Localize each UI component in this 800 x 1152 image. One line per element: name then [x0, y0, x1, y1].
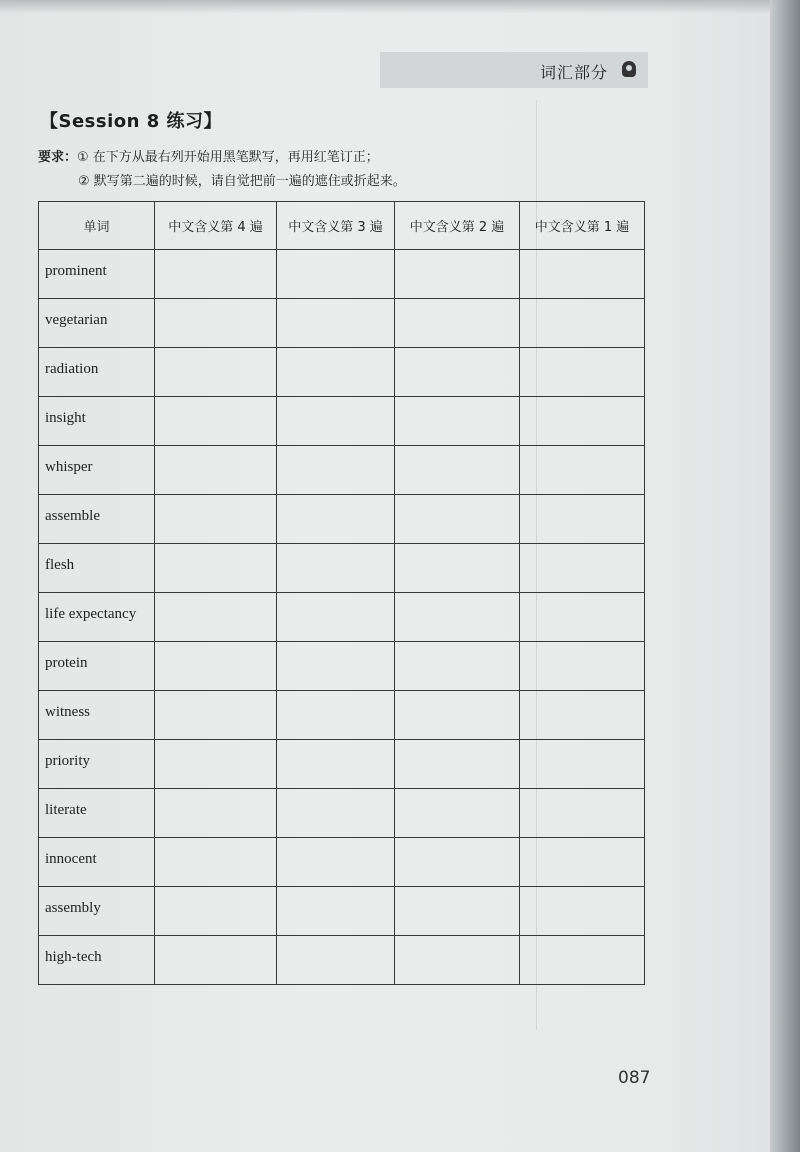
- answer-cell-1[interactable]: [520, 887, 645, 936]
- answer-cell-3[interactable]: [277, 544, 395, 593]
- table-row: [39, 299, 645, 348]
- answer-cell-3[interactable]: [277, 936, 395, 985]
- vocabulary-table: [38, 201, 645, 985]
- answer-cell-2[interactable]: [395, 740, 520, 789]
- answer-cell-4[interactable]: [155, 740, 277, 789]
- answer-cell-4[interactable]: [155, 299, 277, 348]
- answer-cell-4[interactable]: [155, 544, 277, 593]
- vocab-word: whisper: [39, 446, 155, 495]
- answer-cell-2[interactable]: [395, 838, 520, 887]
- table-row: [39, 593, 645, 642]
- page-top-shadow: [0, 0, 778, 14]
- vocab-word: assembly: [39, 887, 155, 936]
- vocab-word: life expectancy: [39, 593, 155, 642]
- header-meaning-2: 中文含义第 2 遍: [395, 202, 520, 250]
- answer-cell-4[interactable]: [155, 348, 277, 397]
- answer-cell-4[interactable]: [155, 691, 277, 740]
- answer-cell-1[interactable]: [520, 397, 645, 446]
- answer-cell-2[interactable]: [395, 789, 520, 838]
- answer-cell-4[interactable]: [155, 250, 277, 299]
- answer-cell-3[interactable]: [277, 887, 395, 936]
- answer-cell-2[interactable]: [395, 446, 520, 495]
- section-label: 词汇部分: [540, 63, 609, 82]
- answer-cell-4[interactable]: [155, 397, 277, 446]
- answer-cell-3[interactable]: [277, 642, 395, 691]
- answer-cell-3[interactable]: [277, 691, 395, 740]
- answer-cell-4[interactable]: [155, 838, 277, 887]
- answer-cell-1[interactable]: [520, 544, 645, 593]
- table-row: [39, 642, 645, 691]
- requirement-line-1: [38, 146, 379, 165]
- header-word: 单词: [39, 202, 155, 250]
- section-tab-icon: [622, 61, 636, 77]
- answer-cell-2[interactable]: [395, 397, 520, 446]
- requirement-label: 要求：: [38, 150, 78, 165]
- table-header-row: [39, 202, 645, 250]
- answer-cell-4[interactable]: [155, 642, 277, 691]
- page-edge: [770, 0, 800, 1152]
- answer-cell-1[interactable]: [520, 691, 645, 740]
- requirement-line-2: ② 默写第二遍的时候，请自觉把前一遍的遮住或折起来。: [78, 174, 406, 189]
- table-row: [39, 936, 645, 985]
- answer-cell-1[interactable]: [520, 740, 645, 789]
- answer-cell-2[interactable]: [395, 544, 520, 593]
- answer-cell-2[interactable]: [395, 495, 520, 544]
- answer-cell-3[interactable]: [277, 593, 395, 642]
- vocab-word: priority: [39, 740, 155, 789]
- table-row: [39, 740, 645, 789]
- answer-cell-1[interactable]: [520, 250, 645, 299]
- table-row: [39, 887, 645, 936]
- answer-cell-1[interactable]: [520, 936, 645, 985]
- answer-cell-3[interactable]: [277, 299, 395, 348]
- vocab-word: witness: [39, 691, 155, 740]
- answer-cell-2[interactable]: [395, 593, 520, 642]
- table-row: [39, 789, 645, 838]
- vocab-word: protein: [39, 642, 155, 691]
- header-meaning-4: 中文含义第 4 遍: [155, 202, 277, 250]
- vocab-word: assemble: [39, 495, 155, 544]
- answer-cell-3[interactable]: [277, 495, 395, 544]
- answer-cell-3[interactable]: [277, 397, 395, 446]
- table-row: [39, 691, 645, 740]
- answer-cell-3[interactable]: [277, 446, 395, 495]
- vocab-word: insight: [39, 397, 155, 446]
- answer-cell-2[interactable]: [395, 299, 520, 348]
- answer-cell-4[interactable]: [155, 887, 277, 936]
- vocab-word: prominent: [39, 250, 155, 299]
- table-row: [39, 838, 645, 887]
- vocab-word: flesh: [39, 544, 155, 593]
- vocab-word: innocent: [39, 838, 155, 887]
- session-title: 【Session 8 练习】: [40, 111, 223, 132]
- answer-cell-3[interactable]: [277, 789, 395, 838]
- header-meaning-1: 中文含义第 1 遍: [520, 202, 645, 250]
- answer-cell-3[interactable]: [277, 348, 395, 397]
- table-row: [39, 446, 645, 495]
- answer-cell-4[interactable]: [155, 789, 277, 838]
- header-meaning-3: 中文含义第 3 遍: [277, 202, 395, 250]
- answer-cell-3[interactable]: [277, 740, 395, 789]
- table-row: [39, 348, 645, 397]
- answer-cell-2[interactable]: [395, 936, 520, 985]
- table-row: [39, 495, 645, 544]
- answer-cell-2[interactable]: [395, 642, 520, 691]
- answer-cell-1[interactable]: [520, 838, 645, 887]
- table-row: [39, 397, 645, 446]
- answer-cell-1[interactable]: [520, 642, 645, 691]
- answer-cell-2[interactable]: [395, 691, 520, 740]
- answer-cell-3[interactable]: [277, 250, 395, 299]
- answer-cell-1[interactable]: [520, 495, 645, 544]
- requirement-text-1: ① 在下方从最右列开始用黑笔默写，再用红笔订正；: [77, 150, 379, 165]
- answer-cell-2[interactable]: [395, 887, 520, 936]
- answer-cell-1[interactable]: [520, 348, 645, 397]
- table-row: [39, 544, 645, 593]
- answer-cell-4[interactable]: [155, 446, 277, 495]
- answer-cell-2[interactable]: [395, 250, 520, 299]
- answer-cell-2[interactable]: [395, 348, 520, 397]
- answer-cell-1[interactable]: [520, 446, 645, 495]
- vocab-word: radiation: [39, 348, 155, 397]
- page-number: 087: [618, 1068, 651, 1088]
- answer-cell-4[interactable]: [155, 593, 277, 642]
- answer-cell-4[interactable]: [155, 495, 277, 544]
- vocab-word: high-tech: [39, 936, 155, 985]
- vocab-word: vegetarian: [39, 299, 155, 348]
- answer-cell-1[interactable]: [520, 593, 645, 642]
- table-row: [39, 250, 645, 299]
- answer-cell-4[interactable]: [155, 936, 277, 985]
- answer-cell-3[interactable]: [277, 838, 395, 887]
- vocab-word: literate: [39, 789, 155, 838]
- answer-cell-1[interactable]: [520, 789, 645, 838]
- answer-cell-1[interactable]: [520, 299, 645, 348]
